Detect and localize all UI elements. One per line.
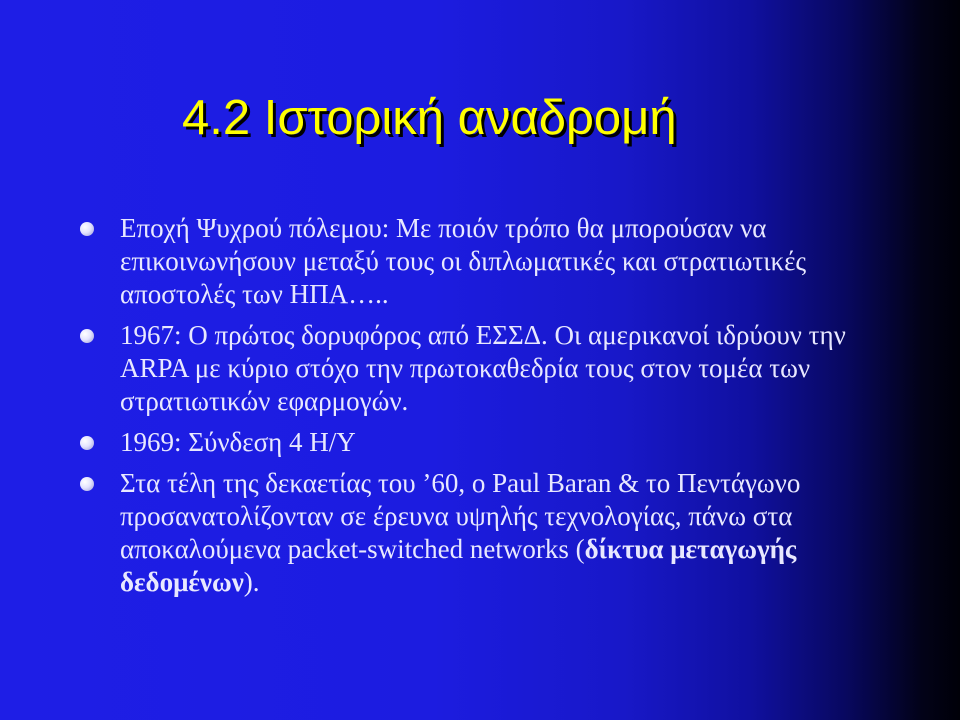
slide-title: 4.2 Ιστορική αναδρομή xyxy=(182,91,677,145)
bullet-dot-icon xyxy=(80,436,94,450)
bullet-bold-term: δίκτυα μεταγωγής δεδομένων xyxy=(120,534,797,597)
bullet-1969 xyxy=(80,426,860,459)
bullet-suffix: ). xyxy=(243,567,260,597)
bullet-text: Στα τέλη της δεκαετίας του ’60, ο Paul Baran & το Πεντάγωνο προσανατολίζονταν σε έρευνα υψηλής τεχνολογίας, πάνω στα αποκαλούμενα packet-switched networks ( xyxy=(120,468,801,564)
bullet-list xyxy=(80,212,860,607)
bullet-dot-icon xyxy=(80,222,94,236)
bullet-dot-icon xyxy=(80,477,94,491)
bullet-text: 1967: Ο πρώτος δορυφόρος από ΕΣΣΔ. Οι αμερικανοί ιδρύουν την ARPA με κύριο στόχο την πρωτοκαθεδρία τους στον τομέα των στρατιωτικών εφαρμογών. xyxy=(120,320,846,416)
bullet-1967 xyxy=(80,319,860,418)
bullet-paul-baran xyxy=(80,467,860,599)
bullet-text: Εποχή Ψυχρού πόλεμου: Με ποιόν τρόπο θα μπορούσαν να επικοινωνήσουν μεταξύ τους οι διπλωματικές και στρατιωτικές αποστολές των ΗΠΑ….. xyxy=(120,213,807,309)
bullet-text: 1969: Σύνδεση 4 Η/Υ xyxy=(120,427,356,457)
bullet-cold-war xyxy=(80,212,860,311)
bullet-dot-icon xyxy=(80,329,94,343)
